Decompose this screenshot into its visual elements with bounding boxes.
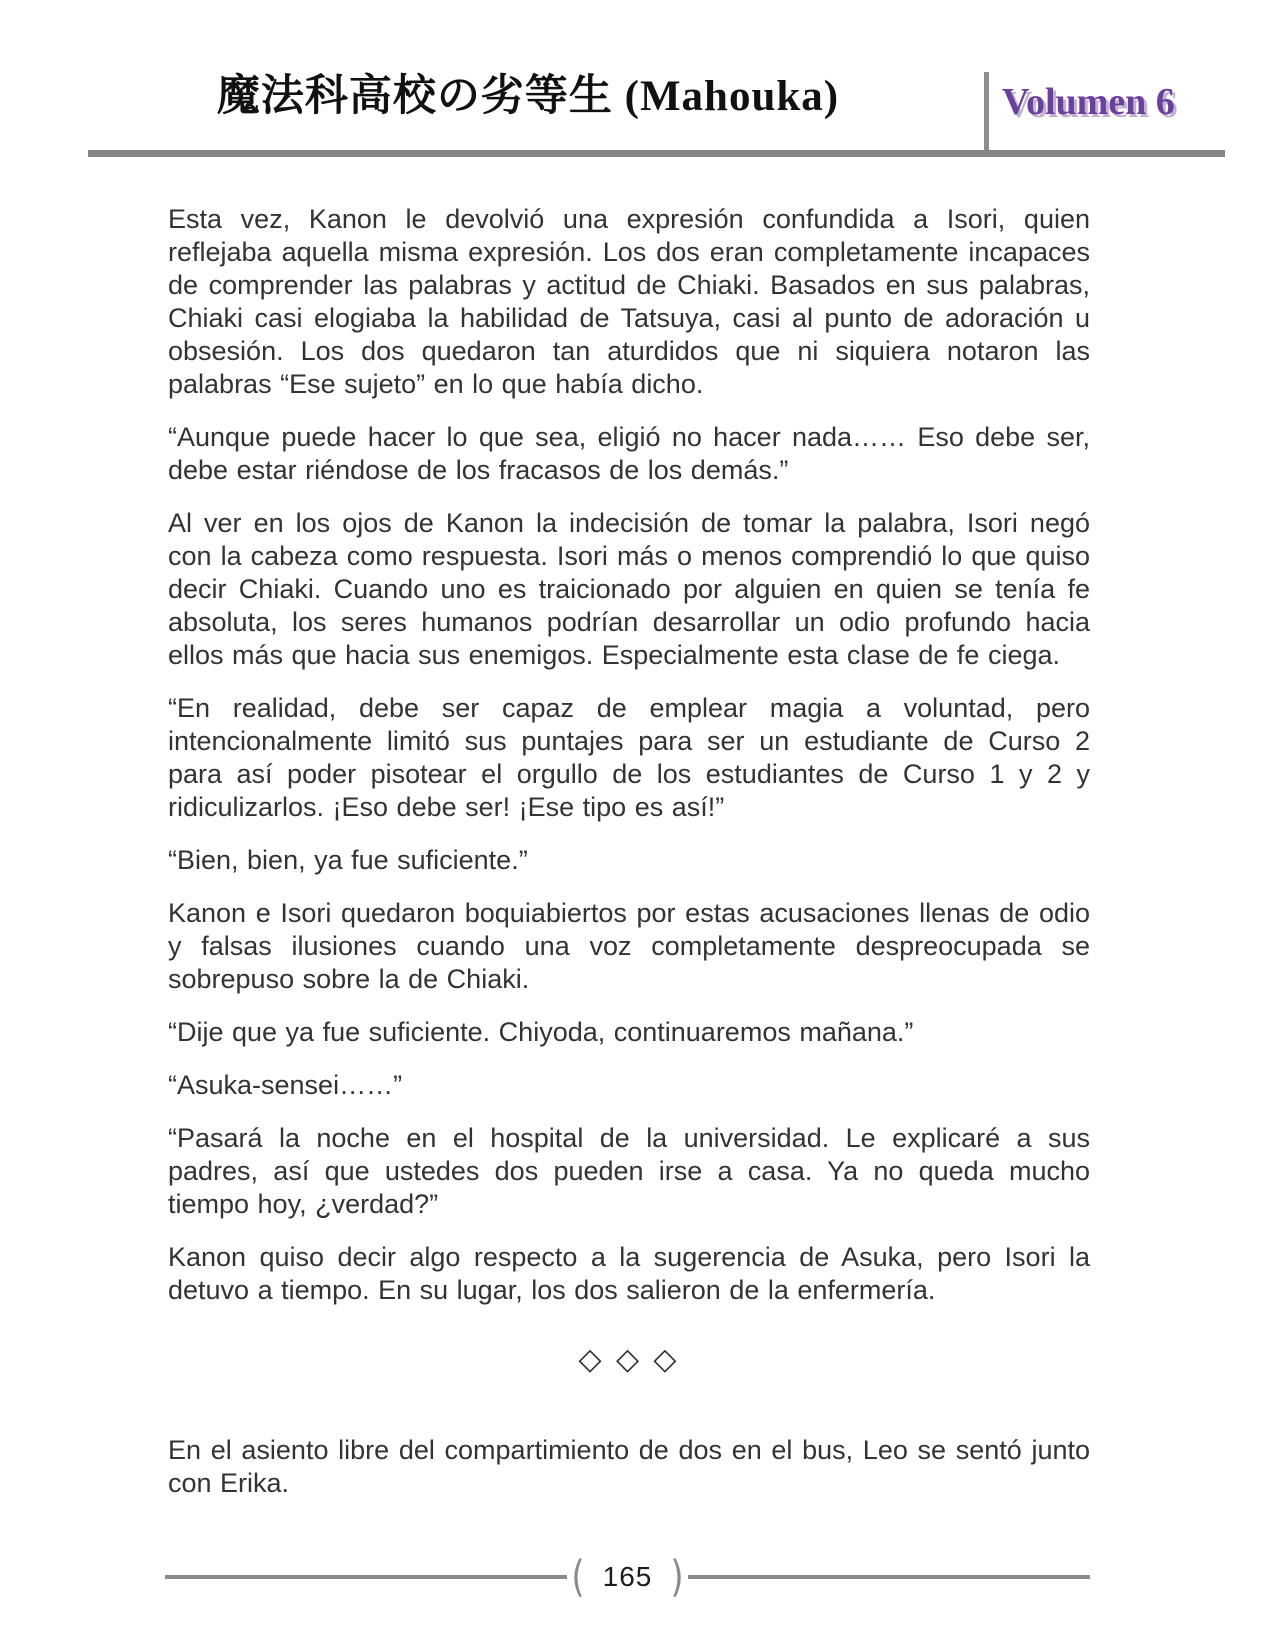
paragraph-4: “En realidad, debe ser capaz de emplear magia a voluntad, pero intencionalmente limitó sus puntajes para ser un estudiante de Curso 2 para así poder pisotear el orgullo de los estudiantes de Curso 1 y 2 y ridiculizarlos. ¡Eso debe ser! ¡Ese tipo es así!” <box>168 693 1090 822</box>
paragraph-3: Al ver en los ojos de Kanon la indecisión de tomar la palabra, Isori negó con la cabeza como respuesta. Isori más o menos comprendió lo que quiso decir Chiaki. Cuando uno es traicionado por alguien en quien se tenía fe absoluta, los seres humanos podrían desarrollar un odio profundo hacia ellos más que hacia sus enemigos. Especialmente esta clase de fe ciega. <box>168 508 1090 670</box>
footer-line-left <box>165 1575 567 1579</box>
paragraph-2: “Aunque puede hacer lo que sea, eligió no hacer nada…… Eso debe ser, debe estar riéndose de los fracasos de los demás.” <box>168 422 1090 485</box>
book-title: 魔法科高校の劣等生 (Mahouka) <box>216 73 840 120</box>
paragraph-1: Esta vez, Kanon le devolvió una expresión confundida a Isori, quien reflejaba aquella misma expresión. Los dos eran completamente incapaces de comprender las palabras y actitud de Chiaki. Basados en sus palabras, Chiaki casi elogiaba la habilidad de Tatsuya, casi al punto de adoración u obsesión. Los dos quedaron tan aturdidos que ni siquiera notaron las palabras “Ese sujeto” en lo que había dicho. <box>168 204 1090 399</box>
footer-line-right <box>688 1575 1090 1579</box>
volume-label: Volumen 6 <box>1002 81 1175 123</box>
paragraph-9: “Pasará la noche en el hospital de la universidad. Le explicaré a sus padres, así que ustedes dos pueden irse a casa. Ya no queda mucho tiempo hoy, ¿verdad?” <box>168 1123 1090 1219</box>
header-vertical-divider <box>984 72 989 157</box>
paragraph-5: “Bien, bien, ya fue suficiente.” <box>168 845 528 875</box>
page-number-left-bracket: ( <box>571 1552 585 1602</box>
paragraph-11: En el asiento libre del compartimiento de dos en el bus, Leo se sentó junto con Erika. <box>168 1435 1090 1498</box>
paragraph-7: “Dije que ya fue suficiente. Chiyoda, continuaremos mañana.” <box>168 1017 914 1047</box>
page-body <box>168 203 1090 1520</box>
header-rule <box>88 150 1225 157</box>
page-number-right-bracket: ) <box>670 1552 684 1602</box>
page-footer <box>165 1543 1090 1611</box>
paragraph-8: “Asuka-sensei……” <box>168 1070 403 1100</box>
page-number: 165 <box>602 1561 653 1592</box>
paragraph-6: Kanon e Isori quedaron boquiabiertos por estas acusaciones llenas de odio y falsas ilusiones cuando una voz completamente despreocupada se sobrepuso sobre la de Chiaki. <box>168 898 1090 994</box>
scene-separator-diamonds: ◇ ◇ ◇ <box>578 1343 680 1376</box>
paragraph-10: Kanon quiso decir algo respecto a la sugerencia de Asuka, pero Isori la detuvo a tiempo. En su lugar, los dos salieron de la enfermería. <box>168 1242 1090 1305</box>
